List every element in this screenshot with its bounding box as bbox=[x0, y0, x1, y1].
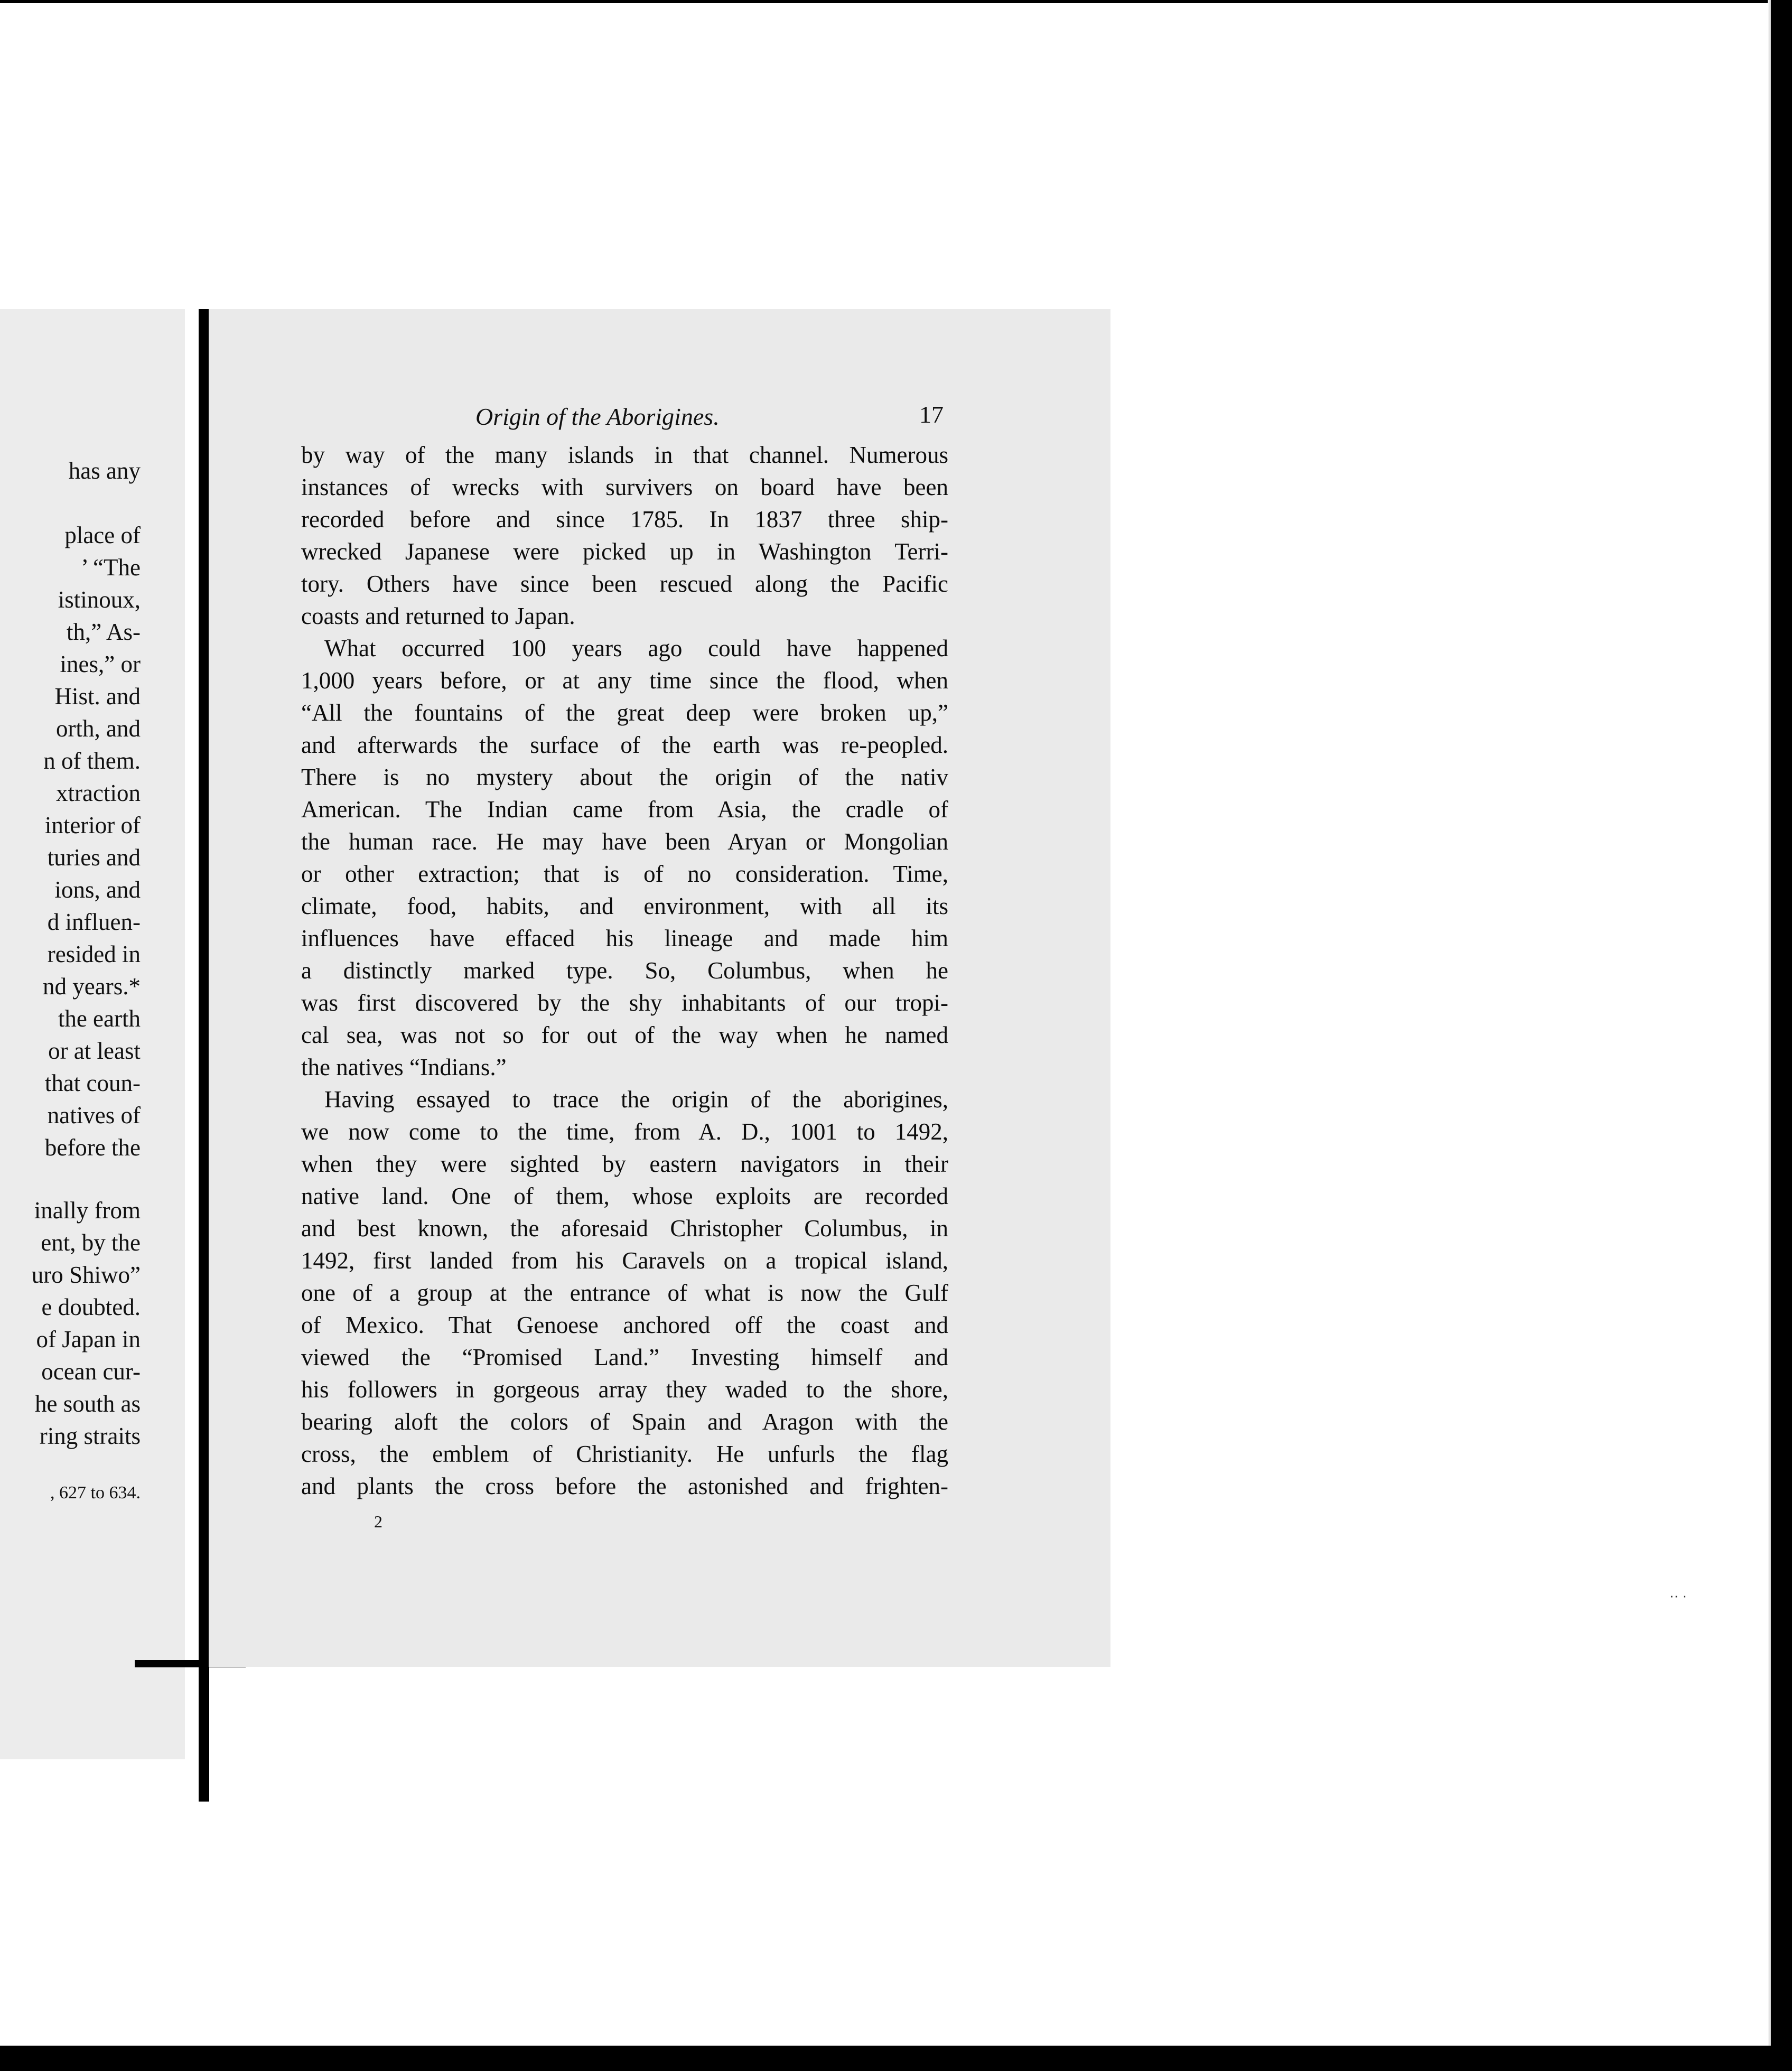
body-text-line: There is no mystery about the origin of the nativ bbox=[301, 764, 948, 790]
left-page-line: inally from bbox=[34, 1197, 141, 1224]
body-text-line: American. The Indian came from Asia, the cradle of bbox=[301, 796, 948, 823]
body-text-line: cross, the emblem of Christianity. He unfurls the flag bbox=[301, 1441, 948, 1467]
body-text-line: or other extraction; that is of no consideration. Time, bbox=[301, 861, 948, 887]
left-page-line: ocean cur- bbox=[41, 1358, 141, 1385]
stray-scan-mark: ·· · bbox=[1669, 1588, 1687, 1603]
facing-page-left bbox=[0, 309, 185, 1759]
body-text-line: and plants the cross before the astonished and frighten- bbox=[301, 1473, 948, 1499]
body-text-line: coasts and returned to Japan. bbox=[301, 603, 575, 629]
left-page-line: th,” As- bbox=[67, 619, 141, 645]
left-page-line: ions, and bbox=[54, 876, 141, 903]
body-text-line: one of a group at the entrance of what is now the Gulf bbox=[301, 1280, 948, 1306]
body-text-line: a distinctly marked type. So, Columbus, when he bbox=[301, 957, 948, 984]
body-text-line: bearing aloft the colors of Spain and Aragon with the bbox=[301, 1408, 948, 1435]
body-text-line: tory. Others have since been rescued along the Pacific bbox=[301, 571, 948, 597]
left-page-line: turies and bbox=[47, 844, 141, 871]
left-page-line: resided in bbox=[47, 941, 141, 967]
body-text-line: influences have effaced his lineage and made him bbox=[301, 925, 948, 951]
spine-rule bbox=[199, 309, 209, 1802]
body-text-line: “All the fountains of the great deep were broken up,” bbox=[301, 699, 948, 726]
body-text-line: the human race. He may have been Aryan or Mongolian bbox=[301, 828, 948, 855]
left-page-line: the earth bbox=[58, 1005, 141, 1032]
body-text-line: by way of the many islands in that channel. Numerous bbox=[301, 442, 948, 468]
left-page-line: ent, by the bbox=[41, 1229, 141, 1256]
left-page-line: ’ “The bbox=[81, 554, 141, 581]
body-text-line: and best known, the aforesaid Christopher Columbus, in bbox=[301, 1215, 948, 1242]
body-text-line: wrecked Japanese were picked up in Washington Terri- bbox=[301, 538, 948, 565]
left-page-footnote: , 627 to 634. bbox=[50, 1483, 141, 1503]
left-page-line: Hist. and bbox=[54, 683, 141, 710]
body-text-line: was first discovered by the shy inhabitants of our tropi- bbox=[301, 990, 948, 1016]
left-page-line: has any bbox=[68, 458, 141, 484]
body-text-line: and afterwards the surface of the earth was re-peopled. bbox=[301, 732, 948, 758]
body-text-line: his followers in gorgeous array they waded to the shore, bbox=[301, 1376, 948, 1403]
body-text-line: 1492, first landed from his Caravels on a tropical island, bbox=[301, 1247, 948, 1274]
left-page-line: d influen- bbox=[47, 909, 141, 935]
body-text-line: instances of wrecks with survivers on board have been bbox=[301, 474, 948, 500]
body-text-line: climate, food, habits, and environment, with all its bbox=[301, 893, 948, 919]
left-page-line: before the bbox=[44, 1134, 141, 1161]
body-text-line: the natives “Indians.” bbox=[301, 1054, 507, 1080]
scan-bottom-border bbox=[0, 2046, 1792, 2071]
body-text-line: cal sea, was not so for out of the way when he named bbox=[301, 1022, 948, 1048]
left-page-line: place of bbox=[64, 522, 141, 548]
body-text-line: 1,000 years before, or at any time since the flood, when bbox=[301, 667, 948, 694]
left-page-line: or at least bbox=[48, 1038, 141, 1064]
left-page-line: that coun- bbox=[44, 1070, 141, 1096]
body-text-line: viewed the “Promised Land.” Investing himself and bbox=[301, 1344, 948, 1370]
signature-mark: 2 bbox=[374, 1512, 382, 1531]
left-page-line: orth, and bbox=[56, 715, 141, 742]
body-text-line: native land. One of them, whose exploits are recorded bbox=[301, 1183, 948, 1209]
left-page-line: of Japan in bbox=[36, 1326, 141, 1352]
left-page-line: e doubted. bbox=[41, 1294, 141, 1320]
left-page-line: interior of bbox=[44, 812, 141, 838]
left-page-line: nd years.* bbox=[43, 973, 141, 1000]
scan-top-border bbox=[0, 0, 1792, 3]
running-head: Origin of the Aborigines. bbox=[475, 403, 720, 430]
body-text-line: of Mexico. That Genoese anchored off the coast and bbox=[301, 1312, 948, 1338]
left-page-line: n of them. bbox=[43, 748, 141, 774]
paragraph-first-line: Having essayed to trace the origin of the aborigines, bbox=[324, 1086, 948, 1113]
left-page-line: xtraction bbox=[56, 780, 141, 806]
left-page-line: istinoux, bbox=[58, 586, 141, 613]
left-page-line: ring straits bbox=[39, 1423, 141, 1449]
scan-right-border bbox=[1771, 0, 1792, 2071]
body-text-line: when they were sighted by eastern navigators in their bbox=[301, 1151, 948, 1177]
left-page-line: uro Shiwo” bbox=[31, 1262, 141, 1288]
page-number: 17 bbox=[919, 401, 944, 428]
paragraph-first-line: What occurred 100 years ago could have happened bbox=[324, 635, 948, 661]
body-text-line: we now come to the time, from A. D., 1001 to 1492, bbox=[301, 1118, 948, 1145]
left-page-line: ines,” or bbox=[60, 651, 141, 677]
left-page-line: natives of bbox=[47, 1102, 141, 1128]
body-text-line: recorded before and since 1785. In 1837 three ship- bbox=[301, 506, 948, 533]
left-page-line: he south as bbox=[35, 1391, 141, 1417]
